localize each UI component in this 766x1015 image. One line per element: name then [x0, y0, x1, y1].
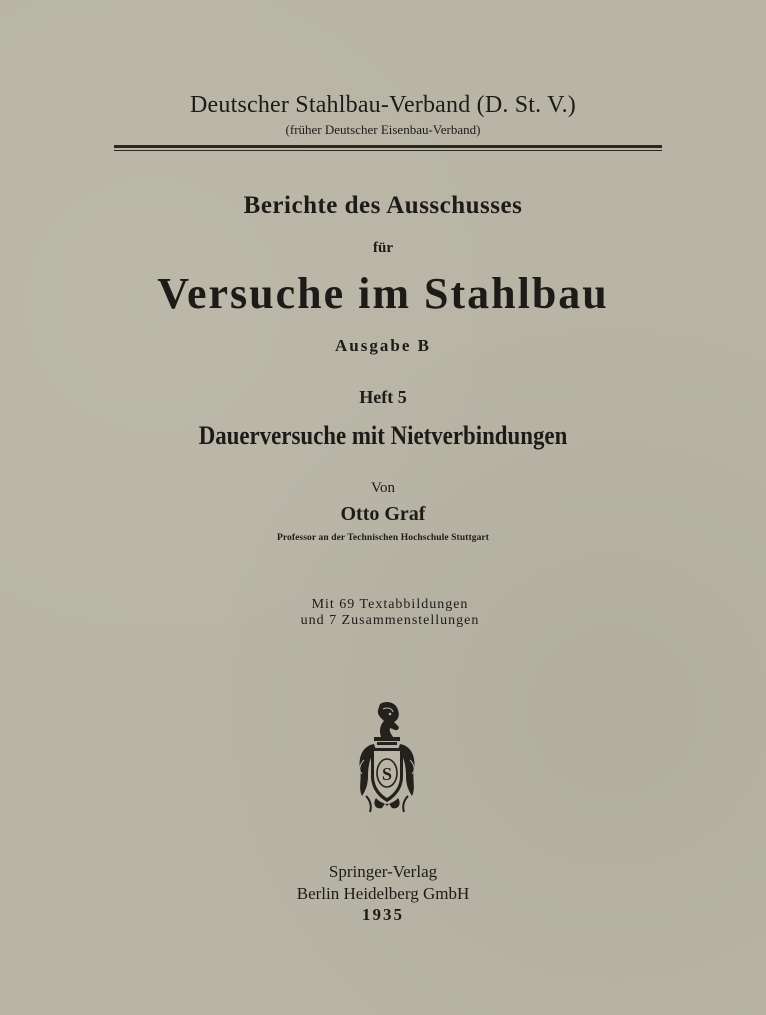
- header-rule-thin: [114, 150, 662, 151]
- report-connector: für: [373, 240, 393, 256]
- publisher-city: Berlin Heidelberg GmbH: [296, 884, 470, 903]
- edition-label: Ausgabe B: [335, 336, 431, 355]
- emblem-letter: S: [381, 764, 393, 784]
- knight-head: [378, 702, 399, 737]
- book-title: Dauerversuche mit Nietverbindungen: [198, 421, 568, 450]
- author-affiliation: Professor an der Technischen Hochschule Stuttgart: [276, 533, 490, 543]
- author-name: Otto Graf: [340, 503, 426, 525]
- report-title: Berichte des Ausschusses: [243, 192, 523, 219]
- header-rule-thick: [114, 145, 662, 148]
- association-former-name: (früher Deutscher Eisenbau-Verband): [285, 122, 481, 137]
- springer-knight-emblem-icon: [354, 700, 420, 816]
- issue-label: Heft 5: [359, 387, 407, 407]
- tables-count: und 7 Zusammenstellungen: [300, 613, 480, 628]
- illustrations-count: Mit 69 Textabbildungen: [311, 597, 469, 612]
- publisher-name: Springer-Verlag: [328, 862, 438, 881]
- publication-year: 1935: [362, 905, 404, 924]
- association-name: Deutscher Stahlbau-Verband (D. St. V.): [190, 92, 576, 118]
- series-title: Versuche im Stahlbau: [157, 269, 609, 318]
- by-label: Von: [371, 480, 395, 496]
